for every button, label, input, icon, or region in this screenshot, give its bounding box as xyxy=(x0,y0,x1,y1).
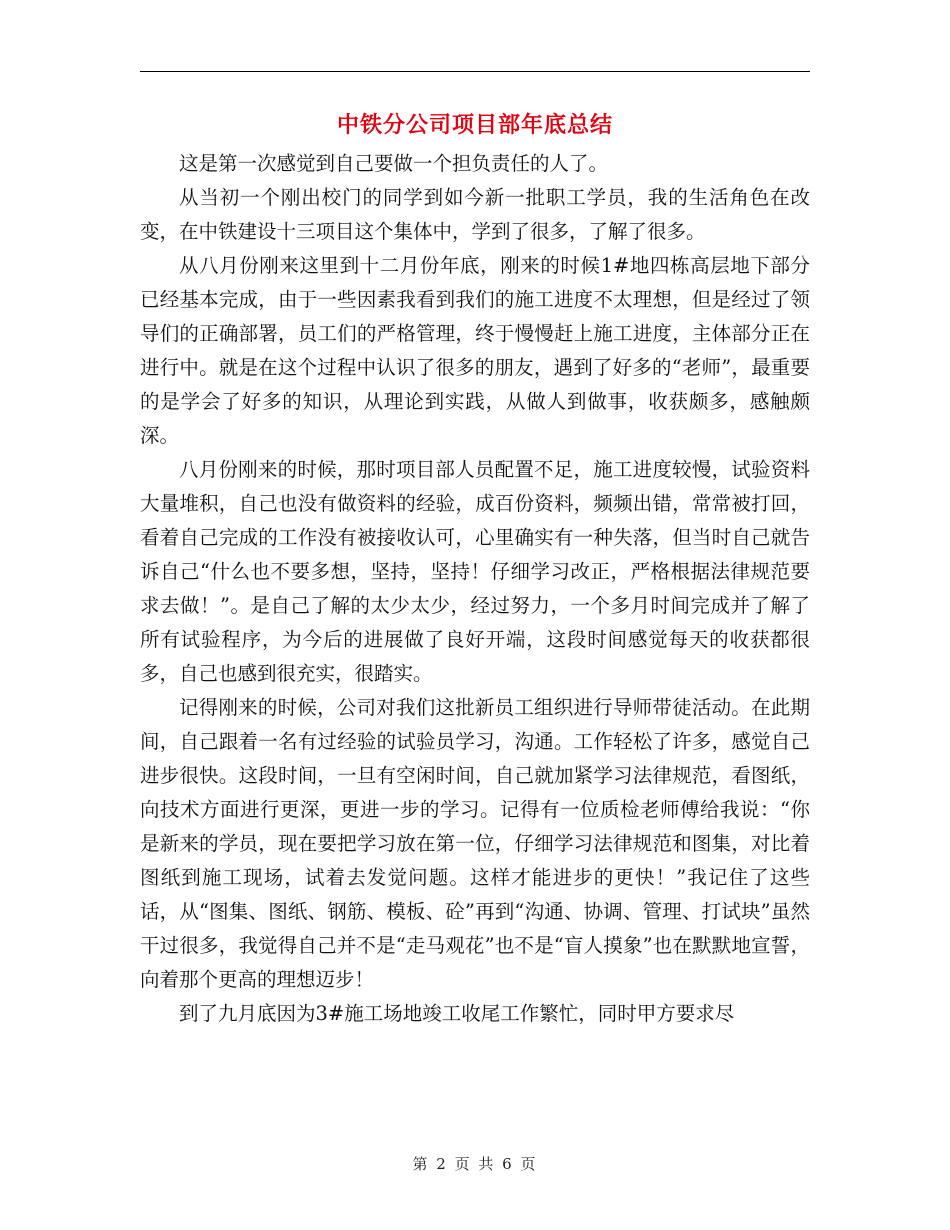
page-footer: 第 2 页 共 6 页 xyxy=(412,1155,538,1173)
paragraph-4: 八月份刚来的时候，那时项目部人员配置不足，施工进度较慢，试验资料大量堆积，自己也没有做资料的经验，成百份资料，频频出错，常常被打回，看着自己完成的工作没有被接收认可，心里确实有一种失落，但当时自己就告诉自己“什么也不要多想，坚持，坚持！仔细学习改正，严格根据法律规范要求去做！”。是自己了解的太少太少，经过努力，一个多月时间完成并了解了所有试验程序，为今后的进展做了良好开端，这段时间感觉每天的收获都很多，自己也感到很充实，很踏实。 xyxy=(140,458,810,685)
paragraph-1: 这是第一次感觉到自己要做一个担负责任的人了。 xyxy=(179,152,609,175)
paragraph-2: 从当初一个刚出校门的同学到如今新一批职工学员，我的生活角色在改变，在中铁建设十三项目这个集体中，学到了很多，了解了很多。 xyxy=(140,186,810,243)
document-body xyxy=(140,147,810,1031)
header-rule xyxy=(140,71,810,72)
paragraph-3: 从八月份刚来这里到十二月份年底，刚来的时候1#地四栋高层地下部分已经基本完成，由于一些因素我看到我们的施工进度不太理想，但是经过了领导们的正确部署，员工们的严格管理，终于慢慢赶上施工进度，主体部分正在进行中。就是在这个过程中认识了很多的朋友，遇到了好多的“老师”，最重要的是学会了好多的知识，从理论到实践，从做人到做事，收获颇多，感触颇深。 xyxy=(140,254,810,447)
paragraph-6: 到了九月底因为3#施工场地竣工收尾工作繁忙，同时甲方要求尽 xyxy=(179,1002,735,1025)
paragraph-5: 记得刚来的时候，公司对我们这批新员工组织进行导师带徒活动。在此期间，自己跟着一名有过经验的试验员学习，沟通。工作轻松了许多，感觉自己进步很快。这段时间，一旦有空闲时间，自己就加紧学习法律规范，看图纸，向技术方面进行更深，更进一步的学习。记得有一位质检老师傅给我说：“你是新来的学员，现在要把学习放在第一位，仔细学习法律规范和图集，对比着图纸到施工现场，试着去发觉问题。这样才能进步的更快！”我记住了这些话，从“图集、图纸、钢筋、模板、砼”再到“沟通、协调、管理、打试块”虽然干过很多，我觉得自己并不是“走马观花”也不是“盲人摸象”也在默默地宣誓，向着那个更高的理想迈步！ xyxy=(140,696,810,991)
document-title: 中铁分公司项目部年底总结 xyxy=(336,112,613,138)
